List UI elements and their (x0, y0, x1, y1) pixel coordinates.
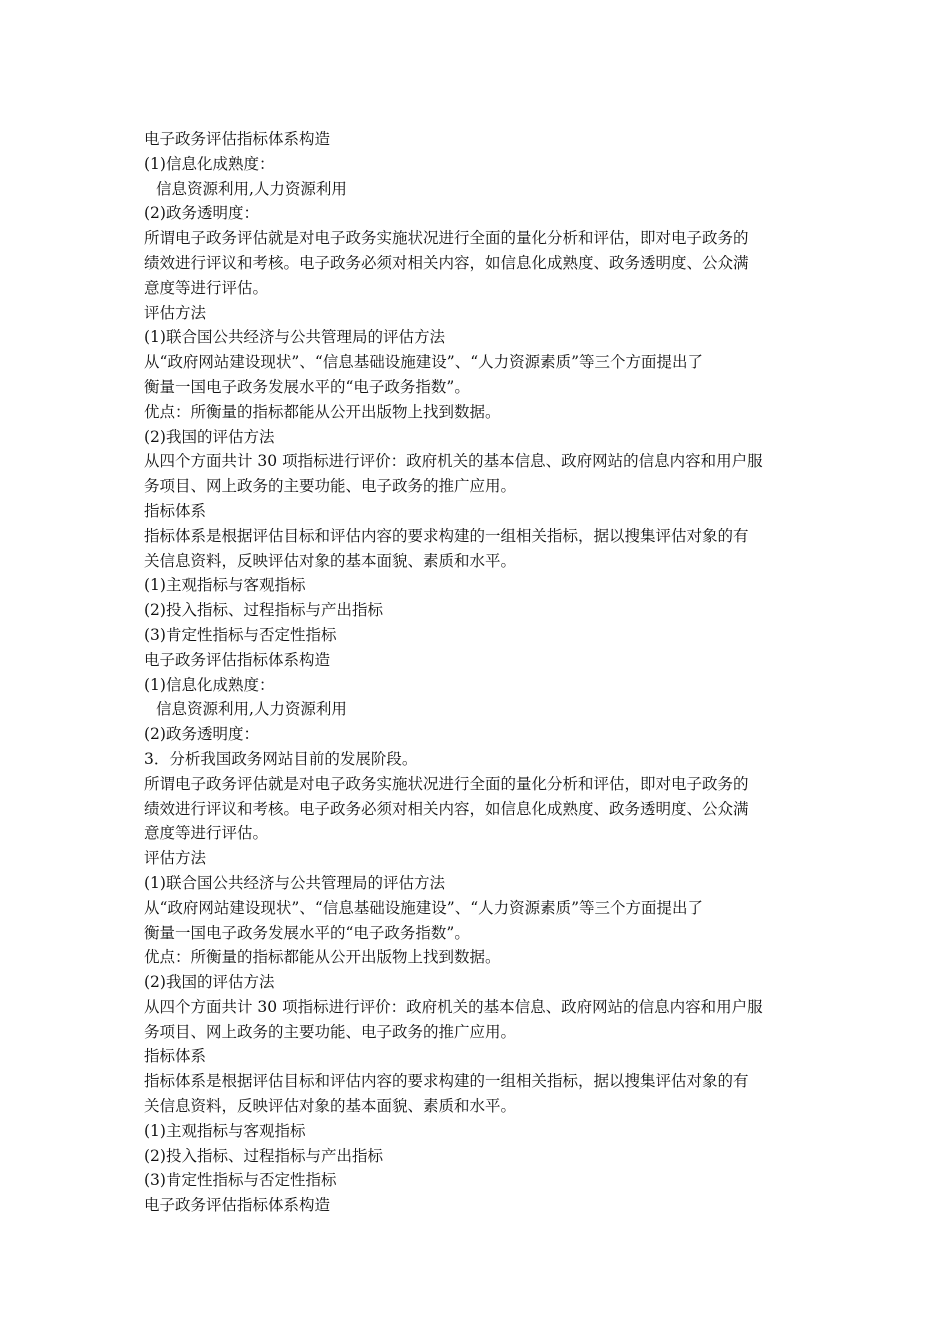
text-line: (1)主观指标与客观指标 (144, 1121, 306, 1140)
text-line: 衡量一国电子政务发展水平的“电子政务指数”。 (144, 923, 470, 942)
text-line: 绩效进行评议和考核。电子政务必须对相关内容，如信息化成熟度、政务透明度、公众满 (144, 253, 749, 272)
text-line: 指标体系 (144, 501, 207, 520)
text-line: 电子政务评估指标体系构造 (144, 650, 331, 669)
text-line: 电子政务评估指标体系构造 (144, 1196, 331, 1215)
text-line: (2)政务透明度： (144, 725, 259, 744)
text-line: (2)投入指标、过程指标与产出指标 (144, 601, 383, 620)
text-line: 关信息资料，反映评估对象的基本面貌、素质和水平。 (144, 1097, 517, 1116)
text-line: 衡量一国电子政务发展水平的“电子政务指数”。 (144, 377, 470, 396)
text-line: 优点：所衡量的指标都能从公开出版物上找到数据。 (144, 402, 501, 421)
text-line: (1)联合国公共经济与公共管理局的评估方法 (144, 873, 445, 892)
text-line: 务项目、网上政务的主要功能、电子政务的推广应用。 (144, 477, 517, 496)
text-line: 指标体系是根据评估目标和评估内容的要求构建的一组相关指标，据以搜集评估对象的有 (144, 1072, 749, 1091)
text-line: 绩效进行评议和考核。电子政务必须对相关内容，如信息化成熟度、政务透明度、公众满 (144, 799, 749, 818)
text-line: (1)信息化成熟度： (144, 154, 275, 173)
text-line: 信息资源利用,人力资源利用 (156, 700, 347, 719)
text-line: 所谓电子政务评估就是对电子政务实施状况进行全面的量化分析和评估，即对电子政务的 (144, 774, 749, 793)
text-line: 所谓电子政务评估就是对电子政务实施状况进行全面的量化分析和评估，即对电子政务的 (144, 229, 749, 248)
text-line: 3．分析我国政务网站目前的发展阶段。 (144, 749, 418, 768)
text-line: (2)政务透明度： (144, 204, 259, 223)
text-line: (3)肯定性指标与否定性指标 (144, 625, 337, 644)
document-body (144, 127, 808, 1218)
text-line: 信息资源利用,人力资源利用 (156, 179, 347, 198)
text-line: 从“政府网站建设现状”、“信息基础设施建设”、“人力资源素质”等三个方面提出了 (144, 898, 704, 917)
text-line: (1)主观指标与客观指标 (144, 576, 306, 595)
text-line: (1)信息化成熟度： (144, 675, 275, 694)
text-line: (1)联合国公共经济与公共管理局的评估方法 (144, 328, 445, 347)
text-line: 关信息资料，反映评估对象的基本面貌、素质和水平。 (144, 551, 517, 570)
text-line: 从四个方面共计 30 项指标进行评价：政府机关的基本信息、政府网站的信息内容和用户服 (144, 452, 763, 471)
text-line: 从四个方面共计 30 项指标进行评价：政府机关的基本信息、政府网站的信息内容和用户服 (144, 997, 763, 1016)
text-line: 意度等进行评估。 (144, 278, 269, 297)
text-line: (2)我国的评估方法 (144, 427, 275, 446)
text-line: 优点：所衡量的指标都能从公开出版物上找到数据。 (144, 948, 501, 967)
text-line: 务项目、网上政务的主要功能、电子政务的推广应用。 (144, 1022, 517, 1041)
text-line: (2)投入指标、过程指标与产出指标 (144, 1146, 383, 1165)
text-line: 评估方法 (144, 849, 207, 868)
text-line: 指标体系是根据评估目标和评估内容的要求构建的一组相关指标，据以搜集评估对象的有 (144, 526, 749, 545)
text-line: 意度等进行评估。 (144, 824, 269, 843)
text-line: 电子政务评估指标体系构造 (144, 130, 331, 148)
text-line: 从“政府网站建设现状”、“信息基础设施建设”、“人力资源素质”等三个方面提出了 (144, 353, 704, 372)
text-line: 评估方法 (144, 303, 207, 322)
text-line: (3)肯定性指标与否定性指标 (144, 1171, 337, 1190)
text-line: 指标体系 (144, 1047, 207, 1066)
text-line: (2)我国的评估方法 (144, 973, 275, 992)
